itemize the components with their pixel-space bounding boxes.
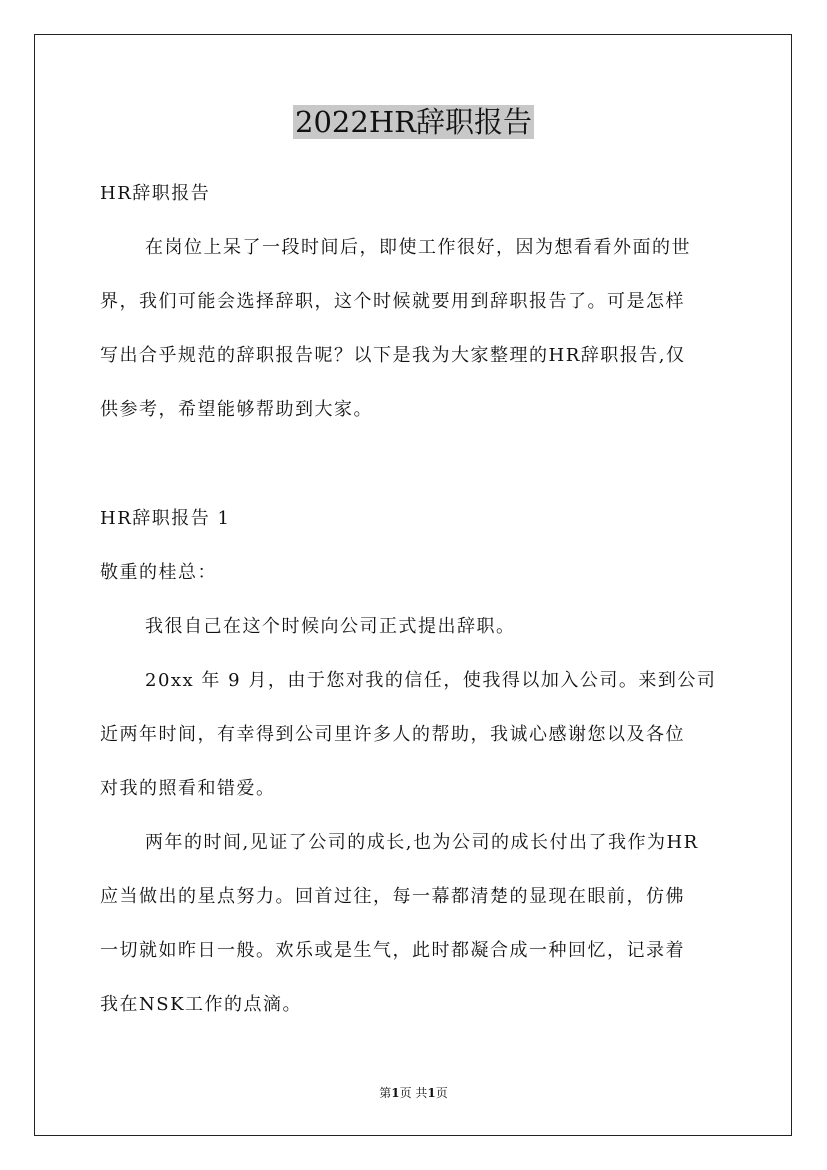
paragraph-3-line-1: 两年的时间,见证了公司的成长,也为公司的成长付出了我作为HR bbox=[145, 832, 699, 853]
paragraph-2-line-3: 对我的照看和错爱。 bbox=[100, 778, 276, 799]
paragraph-3-line-2: 应当做出的星点努力。回首过往，每一幕都清楚的显现在眼前，仿佛 bbox=[100, 886, 685, 907]
footer-page-mid: 页 共 bbox=[399, 1086, 428, 1100]
intro-line-2: 界，我们可能会选择辞职，这个时候就要用到辞职报告了。可是怎样 bbox=[100, 291, 685, 312]
footer-page-number: 1 bbox=[391, 1086, 400, 1100]
footer-page-prefix: 第 bbox=[379, 1086, 392, 1100]
document-title bbox=[0, 101, 827, 143]
intro-line-4: 供参考，希望能够帮助到大家。 bbox=[100, 399, 373, 420]
footer-page-suffix: 页 bbox=[435, 1086, 448, 1100]
paragraph-2-line-2: 近两年时间，有幸得到公司里许多人的帮助，我诚心感谢您以及各位 bbox=[100, 724, 685, 745]
page-footer bbox=[0, 1085, 827, 1101]
document-title-text: 2022HR辞职报告 bbox=[295, 105, 532, 139]
intro-line-3: 写出合乎规范的辞职报告呢？以下是我为大家整理的HR辞职报告,仅 bbox=[100, 345, 686, 366]
intro-heading: HR辞职报告 bbox=[100, 183, 211, 204]
paragraph-3-line-3: 一切就如昨日一般。欢乐或是生气，此时都凝合成一种回忆，记录着 bbox=[100, 940, 685, 961]
paragraph-1: 我很自己在这个时候向公司正式提出辞职。 bbox=[145, 616, 516, 637]
footer-page-total: 1 bbox=[427, 1086, 436, 1100]
paragraph-2-line-1: 20xx 年 9 月，由于您对我的信任，使我得以加入公司。来到公司 bbox=[145, 670, 717, 691]
salutation: 敬重的桂总： bbox=[100, 562, 217, 583]
section-heading: HR辞职报告 1 bbox=[100, 508, 231, 529]
intro-line-1: 在岗位上呆了一段时间后，即使工作很好，因为想看看外面的世 bbox=[145, 237, 691, 258]
paragraph-3-line-4: 我在NSK工作的点滴。 bbox=[100, 994, 303, 1015]
